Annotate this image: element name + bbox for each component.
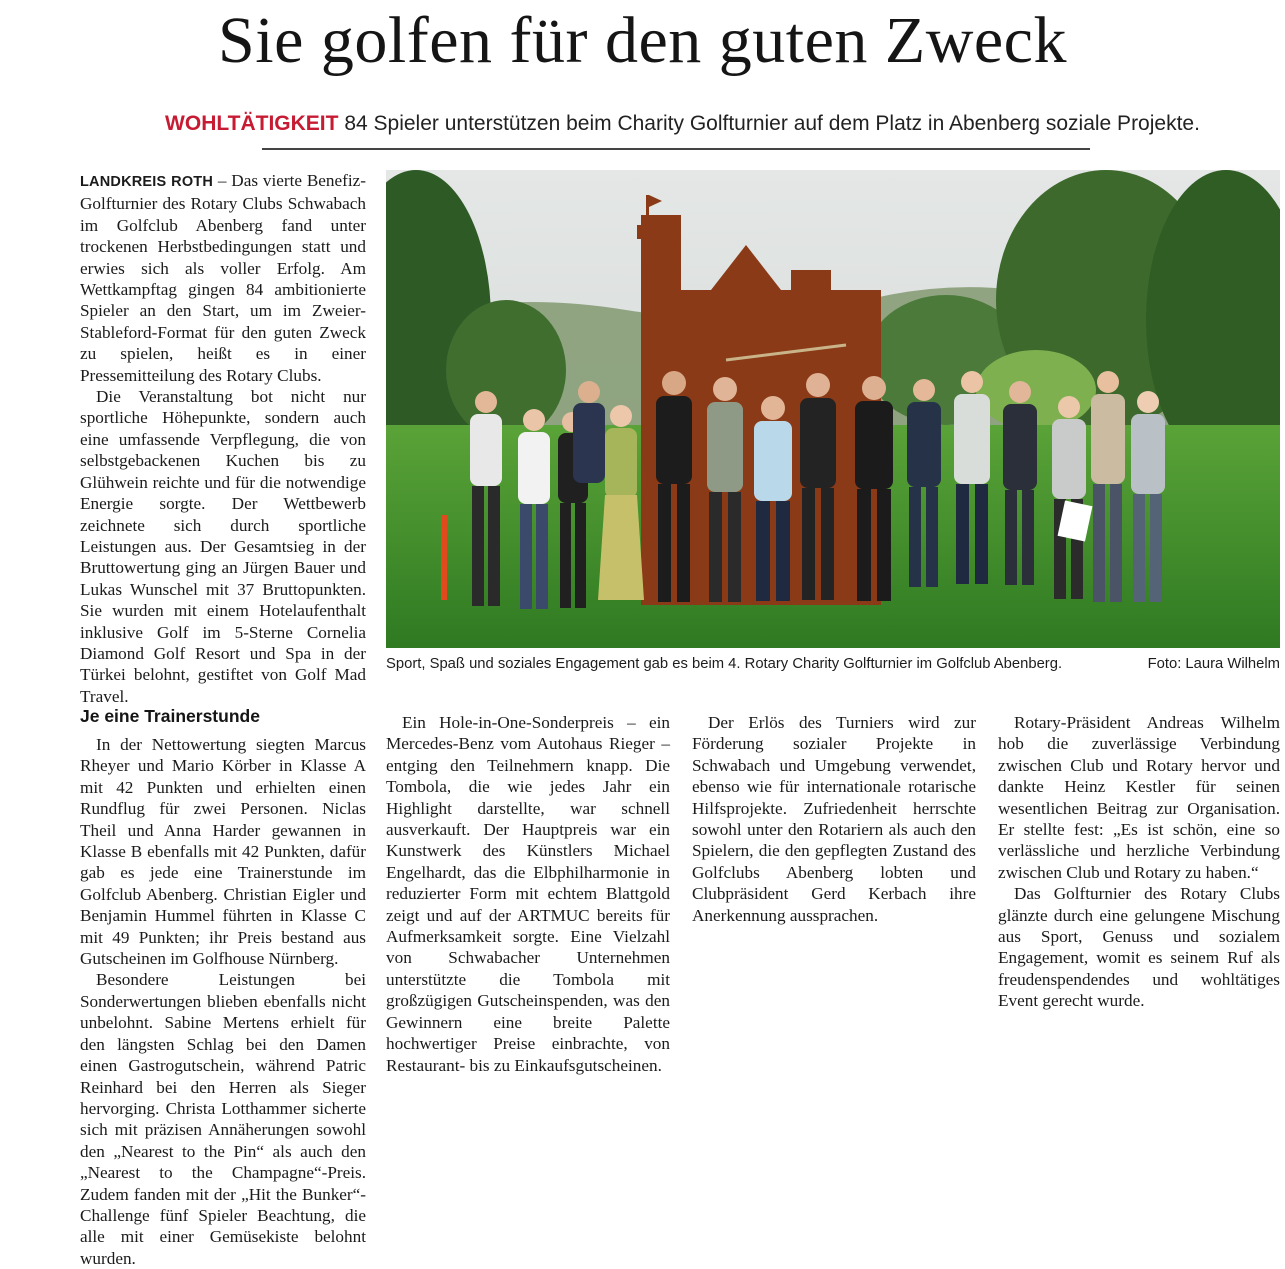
paragraph-7: Rotary-Präsident Andreas Wilhelm hob die zuverlässige Verbindung zwischen Club und Rotary hervor und dankte Heinz Kestler für seinen wesentlichen Beitrag zur Organisation. Er stellte fest: „Es ist schön, eine so verlässliche und herzliche Verbindung zwischen Club und Rotary zu haben.“ [998,713,1280,882]
paragraph-8: Das Golfturnier des Rotary Clubs glänzte durch eine gelungene Mischung aus Sport, Genuss und sozialem Engagement, womit es seinem Ruf als freudenspendendes und wohltätiges Event gerecht wurde. [998,884,1280,1011]
paragraph-1 [80,170,366,386]
dateline: LANDKREIS ROTH [80,174,214,190]
photo-caption-bar [386,652,1280,678]
group-photo [386,170,1280,648]
subheading: Je eine Trainerstunde [80,706,260,726]
subline-text: 84 Spieler unterstützen beim Charity Golfturnier auf dem Platz in Abenberg soziale Projekte. [344,112,1200,135]
headline: Sie golfen für den guten Zweck [218,4,1067,77]
paragraph-5: Ein Hole-in-One-Sonderpreis – ein Mercedes-Benz vom Autohaus Rieger – entging den Teilnehmern knapp. Die Tombola, die wie jedes Jahr ein Highlight darstellte, war schnell ausverkauft. Der Hauptpreis war ein Kunstwerk des Künstlers Michael Engelhardt, das die Elbphilharmonie in reduzierter Form mit echtem Blattgold zeigt und auf der ARTMUC bereits für Aufmerksamkeit sorgte. Eine Vielzahl von Schwabacher Unternehmen unterstützte die Tombola mit großzügigen Gutscheinspenden, was den Gewinnern eine breite Palette hochwertiger Preise einbrachte, von Restaurant- bis zu Einkaufsgutscheinen. [386,713,670,1075]
photo-caption: Sport, Spaß und soziales Engagement gab es beim 4. Rotary Charity Golfturnier im Golfclub Abenberg. [386,656,1063,672]
paragraph-3: In der Nettowertung siegten Marcus Rheyer und Mario Körber in Klasse A mit 42 Punkten und erhielten einen Rundflug für zwei Personen. Niclas Theil und Anna Harder gewannen in Klasse B ebenfalls mit 42 Punkten, dafür gab es jede eine Trainerstunde im Golfclub Abenberg. Christian Eigler und Benjamin Hummel führten in Klasse C mit 49 Punkten; ihr Preis bestand aus Gutscheinen im Golfhouse Nürnberg. [80,735,366,969]
article-column-1 [80,170,366,707]
subline-kicker: WOHLTÄTIGKEIT [165,112,339,135]
paragraph-1-text: – Das vierte Benefiz-Golfturnier des Rotary Clubs Schwabach im Golfclub Abenberg fand unter trockenen Herbstbedingungen statt und erwies sich als voller Erfolg. Am Wettkampftag gingen 84 ambitionierte Spieler an den Start, um im Zweier-Stableford-Format für den guten Zweck zu spielen, heißt es in einer Pressemitteilung des Rotary Clubs. [80,171,366,385]
paragraph-6: Der Erlös des Turniers wird zur Förderung sozialer Projekte in Schwabach und Umgebung verwendet, ebenso wie für internationale rotarische Hilfsprojekte. Zufriedenheit herrschte sowohl unter den Rotariern als auch den Spielern, die den gepflegten Zustand des Golfclubs Abenberg lobten und Clubpräsident Gerd Kerbach ihre Anerkennung aussprachen. [692,713,976,925]
photo-credit: Foto: Laura Wilhelm [1147,656,1280,672]
article-column-3 [692,712,976,926]
subline [40,108,1285,142]
article-column-4 [998,712,1280,1012]
article-column-2 [386,712,670,1076]
header-rule [262,148,1090,150]
paragraph-4-start: Besondere Leistungen bei Sonderwertungen blieben ebenfalls nicht unbelohnt. Sabine Mertens erhielt für den längsten Schlag bei den Damen einen Gastrogutschein, während Patric Reinhard bei den Herren als Sieger hervorging. Christa Lotthammer sicherte sich mit präzisen Annäherungen sowohl den „Nearest to the Pin“ als auch den „Nearest to the Champagne“-Preis. Zudem fanden mit der „Hit the Bunker“-Challenge fünf Spieler Beachtung, die alle mit einer Gemüsekiste belohnt wurden. [80,970,366,1268]
group-photo-illustration [386,170,1280,648]
article-column-1-lower [80,704,366,1269]
paragraph-2: Die Veranstaltung bot nicht nur sportliche Höhepunkte, sondern auch eine umfassende Verpflegung, die von selbstgebackenen Kuchen bis zu Glühwein reichte und für die notwendige Energie sorgte. Der Wettbewerb zeichnete sich durch sportliche Leistungen aus. Der Gesamtsieg in der Bruttowertung ging an Jürgen Bauer und Lukas Wunschel mit 37 Bruttopunkten. Sie wurden mit einem Hotelaufenthalt inklusive Golf im 5-Sterne Cornelia Diamond Golf Resort und Spa in der Türkei belohnt, gestiftet von Golf Mad Travel. [80,387,366,706]
flag-pole [441,515,447,600]
